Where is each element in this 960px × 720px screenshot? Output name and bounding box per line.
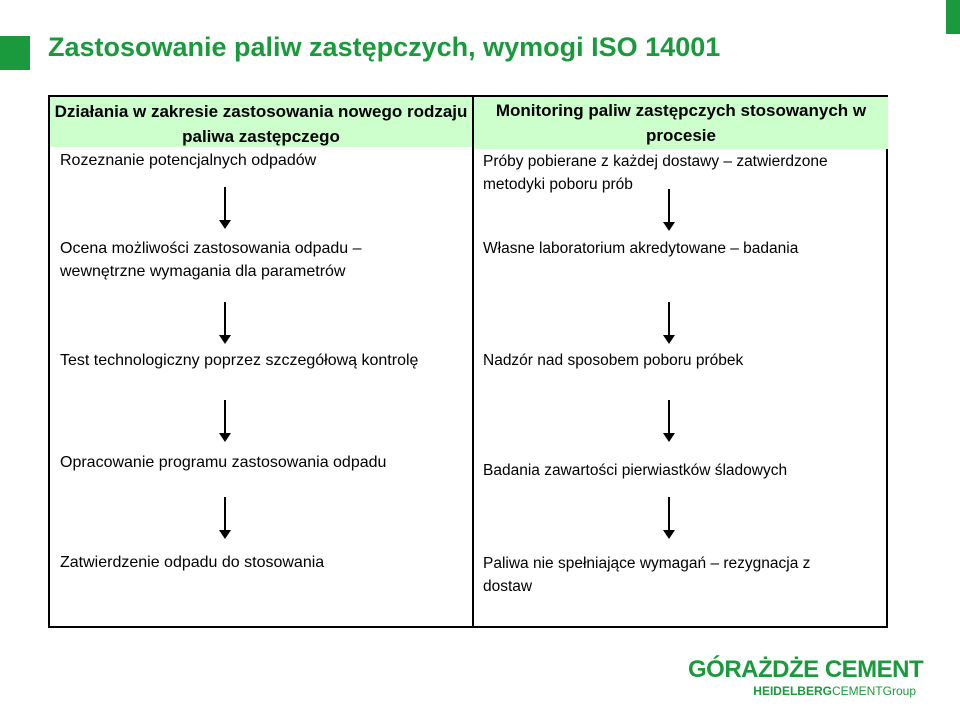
arrow-down-icon [224,497,226,535]
right-step-3: Nadzór nad sposobem poboru próbek [483,352,744,369]
left-step-2: Ocena możliwości zastosowania odpadu – wewnętrzne wymagania dla parametrów [60,240,362,280]
left-step-3: Test technologiczny poprzez szczegółową kontrolę [60,352,419,369]
left-step-4: Opracowanie programu zastosowania odpadu [60,454,387,471]
left-step-1: Rozeznanie potencjalnych odpadów [60,152,317,169]
right-step-2: Własne laboratorium akredytowane – badania [483,240,799,257]
arrow-down-icon [224,400,226,438]
arrow-down-icon [668,400,670,438]
column-divider [472,97,474,626]
left-column-header: Działania w zakresie zastosowania nowego rodzaju paliwa zastępczego [50,97,472,147]
arrow-down-icon [224,187,226,225]
left-step-5: Zatwierdzenie odpadu do stosowania [60,554,325,571]
slide-title: Zastosowanie paliw zastępczych, wymogi ISO 14001 [48,32,721,62]
logo-group-light: CEMENTGroup [831,684,916,698]
arrow-down-icon [668,189,670,227]
logo-wordmark: GÓRAŻDŻE CEMENT [688,656,924,683]
accent-bar-right [946,0,960,34]
company-logo [688,656,924,698]
accent-bar-left [0,36,30,70]
process-table [48,95,888,628]
right-step-1: Próby pobierane z każdej dostawy – zatwierdzone metodyki poboru prób [483,153,828,193]
right-column-header: Monitoring paliw zastępczych stosowanych w procesie [474,97,888,149]
right-step-4: Badania zawartości pierwiastków śladowych [483,462,788,479]
arrow-down-icon [668,497,670,535]
logo-group-bold: HEIDELBERG [753,684,832,698]
arrow-down-icon [224,302,226,340]
right-step-5: Paliwa nie spełniające wymagań – rezygnacja z dostaw [483,555,811,595]
arrow-down-icon [668,302,670,340]
logo-group-line [688,684,916,698]
